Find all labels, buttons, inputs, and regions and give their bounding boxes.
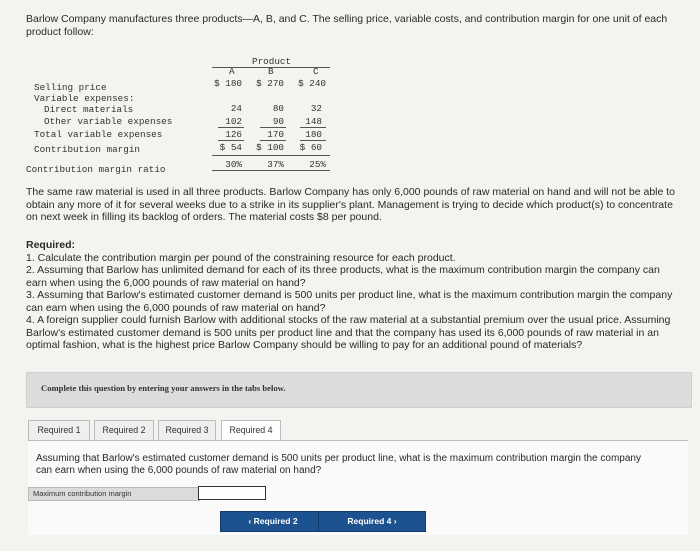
tab-required-3[interactable]: Required 3 <box>158 420 216 441</box>
required-item-2: 2. Assuming that Barlow has unlimited demand for each of its three products, what is the maximum contribution margin the company can earn when using the 6,000 pounds of raw material on hand? <box>26 264 660 289</box>
prev-button[interactable] <box>220 511 326 532</box>
chevron-left-icon: ‹ <box>248 516 252 526</box>
total-variable-a: 126 <box>225 129 242 140</box>
contribution-margin-a: $ 54 <box>219 142 242 153</box>
next-button-label: Required 4 <box>347 516 392 526</box>
row-label-cm-ratio: Contribution margin ratio <box>26 164 166 175</box>
instructions-banner <box>26 372 692 408</box>
answer-panel <box>28 440 688 535</box>
contribution-margin-b: $ 100 <box>256 142 284 153</box>
tab-required-1[interactable]: Required 1 <box>28 420 90 441</box>
row-label-contribution-margin: Contribution margin <box>34 144 141 155</box>
row-label-total-variable: Total variable expenses <box>34 129 163 140</box>
product-header: Product <box>252 56 292 67</box>
required-section <box>26 239 676 352</box>
direct-materials-a: 24 <box>230 103 242 114</box>
answer-input[interactable] <box>198 486 266 500</box>
chevron-right-icon: › <box>393 516 397 526</box>
row-label-direct-materials: Direct materials <box>44 104 134 115</box>
required-item-3: 3. Assuming that Barlow's estimated customer demand is 500 units per product line, what is the maximum contribution margin the company can earn when using the 6,000 pounds of raw material on hand? <box>26 289 673 314</box>
selling-price-a: $ 180 <box>214 78 242 89</box>
direct-materials-b: 80 <box>272 103 284 114</box>
contribution-margin-c: $ 60 <box>299 142 322 153</box>
row-label-selling-price: Selling price <box>34 82 107 93</box>
other-variable-b: 90 <box>272 116 284 127</box>
problem-paragraph: The same raw material is used in all three products. Barlow Company has only 6,000 pounds of raw material on hand and will not be able to obtain any more of it for several weeks due to a strike in its supplier's plant. Management is trying to decide which product(s) to concentrate on next week in filling its backlog of orders. The material costs $8 per pound. <box>26 186 676 223</box>
required-item-1: 1. Calculate the contribution margin per pound of the constraining resource for each product. <box>26 251 456 264</box>
total-variable-b: 170 <box>267 129 284 140</box>
other-variable-c: 148 <box>305 116 322 127</box>
row-label-other-variable: Other variable expenses <box>44 116 173 127</box>
required-item-4: 4. A foreign supplier could furnish Barlow with additional stocks of the raw material at a substantial premium over the usual price. Assuming Barlow's estimated customer demand is 500 units per product line and that the company has used its 6,000 pounds of raw material in an optimal fashion, what is the highest price Barlow Company should be willing to pay for an additional pound of materials? <box>26 314 671 351</box>
cm-ratio-a: 30% <box>225 159 242 170</box>
row-label-variable-expenses: Variable expenses: <box>34 93 135 104</box>
next-button[interactable] <box>318 511 426 532</box>
cm-ratio-c: 25% <box>309 159 326 170</box>
selling-price-b: $ 270 <box>256 78 284 89</box>
direct-materials-c: 32 <box>310 103 322 114</box>
total-variable-c: 180 <box>305 129 322 140</box>
required-heading: Required: <box>26 239 76 251</box>
col-header-c: C <box>313 66 319 77</box>
answer-label: Maximum contribution margin <box>28 487 200 501</box>
tab-required-4[interactable]: Required 4 <box>221 420 281 441</box>
banner-text: Complete this question by entering your answers in the tabs below. <box>41 383 286 393</box>
question-text: Assuming that Barlow's estimated customer demand is 500 units per product line, what is the maximum contribution margin the company can earn when using the 6,000 pounds of raw material on hand? <box>36 453 641 476</box>
col-header-b: B <box>268 66 274 77</box>
prev-button-label: Required 2 <box>253 516 298 526</box>
tab-required-2[interactable]: Required 2 <box>94 420 154 441</box>
cm-ratio-b: 37% <box>267 159 284 170</box>
selling-price-c: $ 240 <box>298 78 326 89</box>
other-variable-a: 102 <box>225 116 242 127</box>
col-header-a: A <box>229 66 235 77</box>
problem-intro: Barlow Company manufactures three products—A, B, and C. The selling price, variable costs, and contribution margin for one unit of each product follow: <box>26 13 668 38</box>
